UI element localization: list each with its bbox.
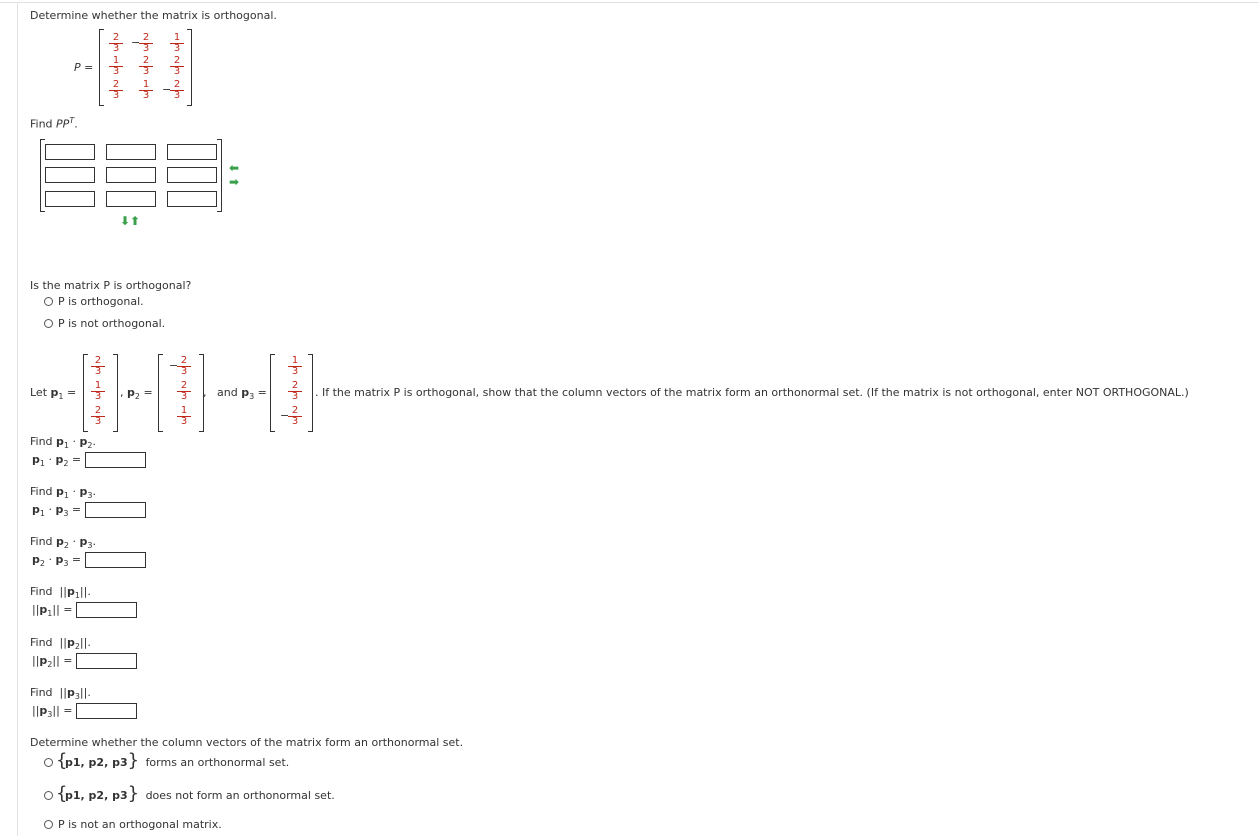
norm-prompt-3: Find $||p_3||$. <box>30 686 91 702</box>
matrix-right-bracket <box>187 29 192 106</box>
vector-p1-entry-1: $\frac{2}{3}$ <box>91 356 105 377</box>
vector-p3-entry-3: $\frac{2}{3}$ <box>288 406 302 427</box>
find-ppt-text: Find $PP^T$. <box>30 116 78 131</box>
matrix-left-bracket <box>99 29 104 106</box>
ppt-cell-2-2[interactable] <box>106 167 156 183</box>
matrix-p-entry-3-1: $\frac{2}{3}$ <box>109 80 123 101</box>
dot-answer-input-1[interactable] <box>85 452 146 468</box>
dot-label-2: $p_1 \cdot p_3$ = <box>32 503 82 519</box>
p3-right-bracket <box>308 354 313 432</box>
vector-p1-entry-2: $\frac{1}{3}$ <box>91 381 105 402</box>
dot-label-3: $p_2 \cdot p_3$ = <box>32 553 82 569</box>
matrix-p-entry-1-1: $\frac{2}{3}$ <box>109 33 123 54</box>
option-not-orthonormal: { p1, p2, p3} does not form an orthonormal set. <box>56 783 335 804</box>
option-p-orthogonal: P is orthogonal. <box>58 295 144 308</box>
p2-label: , $p_2$ = <box>120 386 153 402</box>
dot-label-1: $p_1 \cdot p_2$ = <box>32 453 82 469</box>
matrix-p-entry-2-1: $\frac{1}{3}$ <box>109 56 123 77</box>
ppt-cell-1-2[interactable] <box>106 144 156 160</box>
norm-label-3: $||p_3||$ = <box>32 704 73 720</box>
vector-p3-entry-2: $\frac{2}{3}$ <box>288 381 302 402</box>
vector-p3-entry-1: $\frac{1}{3}$ <box>288 356 302 377</box>
norm-label-2: $||p_2||$ = <box>32 654 73 670</box>
p-label: P = <box>74 61 94 74</box>
top-divider <box>0 2 1259 3</box>
option-p-not-orthogonal: P is not orthogonal. <box>58 317 166 330</box>
matrix-p-entry-1-3: $\frac{1}{3}$ <box>170 33 184 54</box>
matrix-p-entry-3-3: $\frac{2}{3}$ <box>170 80 184 101</box>
matrix-p-entry-2-3: $\frac{2}{3}$ <box>170 56 184 77</box>
p3-label: , and $p_3$ = <box>203 386 267 402</box>
ppt-cell-2-3[interactable] <box>167 167 217 183</box>
norm-answer-input-3[interactable] <box>76 703 137 719</box>
matrix-p-entry-1-2: $\frac{2}{3}$ <box>139 33 153 54</box>
dot-prompt-1: Find $p_1 \cdot p_2$. <box>30 435 96 451</box>
vector-p2-entry-2: $\frac{2}{3}$ <box>177 381 191 402</box>
dot-answer-input-3[interactable] <box>85 552 146 568</box>
answer-matrix-right-bracket <box>217 139 222 212</box>
p2-left-bracket <box>158 354 163 432</box>
norm-answer-input-1[interactable] <box>76 602 137 618</box>
option-forms-orthonormal: { p1, p2, p3} forms an orthonormal set. <box>56 750 290 771</box>
radio-p-orthogonal[interactable] <box>44 297 53 306</box>
ppt-cell-3-3[interactable] <box>167 191 217 207</box>
vector-p2-entry-3: $\frac{1}{3}$ <box>177 406 191 427</box>
vector-p3-entry-3-sign: − <box>280 409 290 422</box>
intro-text: Determine whether the matrix is orthogonal. <box>30 9 277 22</box>
norm-prompt-1: Find $||p_1||$. <box>30 585 91 601</box>
radio-p-not-orthogonal[interactable] <box>44 319 53 328</box>
orthogonal-question: Is the matrix P is orthogonal? <box>30 279 192 292</box>
matrix-p-entry-2-2: $\frac{2}{3}$ <box>139 56 153 77</box>
add-column-arrow-icon[interactable]: ➡ <box>229 175 240 189</box>
ppt-cell-2-1[interactable] <box>45 167 95 183</box>
option-p-not-orthogonal-matrix: P is not an orthogonal matrix. <box>58 818 222 831</box>
dot-prompt-2: Find $p_1 \cdot p_3$. <box>30 485 96 501</box>
norm-answer-input-2[interactable] <box>76 653 137 669</box>
ppt-cell-1-1[interactable] <box>45 144 95 160</box>
left-divider <box>17 2 18 836</box>
ppt-cell-3-2[interactable] <box>106 191 156 207</box>
orthonormal-question: Determine whether the column vectors of the matrix form an orthonormal set. <box>30 736 464 749</box>
remove-column-arrow-icon[interactable]: ⬅ <box>229 161 240 175</box>
p1-left-bracket <box>83 354 88 432</box>
matrix-p-entry-1-2-sign: − <box>131 36 141 49</box>
dot-answer-input-2[interactable] <box>85 502 146 518</box>
radio-not-orthonormal[interactable] <box>44 791 53 800</box>
matrix-p-entry-3-3-sign: − <box>162 83 172 96</box>
radio-forms-orthonormal[interactable] <box>44 758 53 767</box>
p3-left-bracket <box>270 354 275 432</box>
ppt-cell-3-1[interactable] <box>45 191 95 207</box>
norm-label-1: $||p_1||$ = <box>32 603 73 619</box>
ppt-cell-1-3[interactable] <box>167 144 217 160</box>
vector-p2-entry-1: $\frac{2}{3}$ <box>177 356 191 377</box>
vector-p1-entry-3: $\frac{2}{3}$ <box>91 406 105 427</box>
row-resize-arrows-icon[interactable]: ⬇⬆ <box>120 214 141 228</box>
vector-p2-entry-1-sign: − <box>169 359 179 372</box>
norm-prompt-2: Find $||p_2||$. <box>30 636 91 652</box>
radio-p-not-orthogonal-matrix[interactable] <box>44 820 53 829</box>
let-label: Let $p_1$ = <box>30 386 77 402</box>
vectors-instruction: . If the matrix P is orthogonal, show that the column vectors of the matrix form an orthonormal set. (If the matrix is not orthogonal, enter NOT ORTHOGONAL.) <box>315 386 1189 399</box>
matrix-p-entry-3-2: $\frac{1}{3}$ <box>139 80 153 101</box>
p1-right-bracket <box>113 354 118 432</box>
dot-prompt-3: Find $p_2 \cdot p_3$. <box>30 535 96 551</box>
